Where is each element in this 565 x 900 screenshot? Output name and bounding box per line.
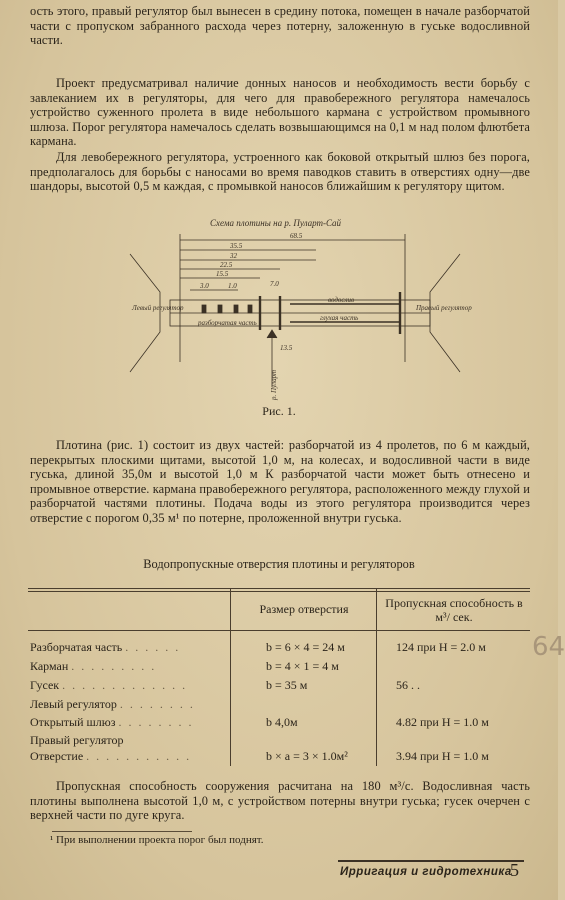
row-size: b 4,0м bbox=[266, 715, 298, 729]
label-right-regulator: Правый регулятор bbox=[416, 304, 472, 312]
paragraph-5-text: Пропускная способность сооружения расчитана на 180 м³/с. Водосливная часть плотины выполнена высотой 1,0 м, с устройством потерны внутри гуська; гусек очерчен с верхней части по дуге круга. bbox=[30, 779, 530, 823]
paragraph-2-text: Проект предусматривал наличие донных наносов и необходимость вести борьбу с завлеканием их в регуляторы, для чего для правобережного регулятора намечалось устройство суженного пролета в виде небольшого кармана с устройством промывного шлюза. Порог регулятора намечалось сделать возвышающимся на 0,1 м над полом флютбета кармана. bbox=[30, 76, 530, 149]
running-footer: Ирригация и гидротехника bbox=[340, 866, 512, 878]
row-name: Гусек . . . . . . . . . . . . . bbox=[30, 678, 188, 692]
paragraph-3-text: Для левобережного регулятора, устроенного как боковой открытый шлюз без порога, предполагалось для борьбы с наносами во время паводков ставить в отверстиях одну—две шандоры, высотой 0,5 м каждая, с промывкой наносов ближайшим к регулятору щитом. bbox=[30, 150, 530, 194]
header-capacity: Пропускная способность в м³/ сек. bbox=[385, 596, 523, 624]
table-row bbox=[28, 678, 530, 696]
table-header-rule bbox=[28, 630, 530, 631]
footnote: ¹ При выполнении проекта порог был поднят. bbox=[50, 834, 264, 846]
label-left-regulator: Левый регулятор bbox=[132, 304, 184, 312]
row-name: Левый регулятор . . . . . . . . bbox=[30, 697, 195, 711]
row-name: Правый регулятор bbox=[30, 733, 124, 747]
table-row bbox=[28, 640, 530, 658]
dim-7: 1.0 bbox=[228, 282, 237, 290]
row-name: Разборчатая часть . . . . . . bbox=[30, 640, 181, 654]
paragraph-4 bbox=[30, 438, 530, 526]
openings-table bbox=[28, 588, 530, 768]
table-row bbox=[28, 749, 530, 767]
row-capacity: 3.94 при H = 1.0 м bbox=[396, 749, 489, 763]
figure-caption: Рис. 1. bbox=[262, 404, 296, 418]
footer-rule bbox=[338, 860, 524, 862]
paragraph-2 bbox=[30, 76, 530, 149]
row-size: b × a = 3 × 1.0м² bbox=[266, 749, 348, 763]
table-top-rule-2 bbox=[28, 591, 530, 592]
header-size: Размер отверстия bbox=[259, 602, 349, 616]
label-razb-part: разборчатая часть bbox=[198, 319, 257, 327]
table-row bbox=[28, 659, 530, 677]
paragraph-4-text: Плотина (рис. 1) состоит из двух частей: разборчатой из 4 пролетов, по 6 м каждый, перекрытых плоскими щитами, высотой 1,0 м, на колесах, и водосливной части в виде гуська, длиной 35,0м и высотой 1,0 м К разборчатой части может быть отнесено и промывное отверстие. кармана правобережного регулятора, расположенного между глухой и разборчатой частями плотины. Подача воды из этого регулятора производится через отверстие с порогом 0,35 м¹ по потерне, проложенной внутри гуська. bbox=[30, 438, 530, 525]
row-capacity: 4.82 при H = 1.0 м bbox=[396, 715, 489, 729]
row-name: Открытый шлюз . . . . . . . . bbox=[30, 715, 194, 729]
margin-pencil-mark: 64 bbox=[532, 632, 565, 662]
label-vodosliv: водослив bbox=[328, 296, 355, 304]
row-capacity: 124 при H = 2.0 м bbox=[396, 640, 486, 654]
dim-3: 22.5 bbox=[220, 261, 233, 269]
row-size: b = 4 × 1 = 4 м bbox=[266, 659, 339, 673]
figure-title: Схема плотины на р. Пуларт-Сай bbox=[210, 218, 342, 228]
label-gluh-part: глухая часть bbox=[320, 314, 359, 322]
label-river: р. Пуларт bbox=[270, 369, 278, 400]
dim-2: 32 bbox=[230, 252, 237, 260]
table-title: Водопропускные отверстия плотины и регуляторов bbox=[143, 557, 415, 571]
table-top-rule bbox=[28, 588, 530, 589]
paragraph-1: ость этого, правый регулятор был вынесен в средину потока, помещен в начале разборчатой части с пропуском забранного расхода через потерну, заложенную в гуське водосливной части. bbox=[30, 4, 530, 48]
table-row bbox=[28, 697, 530, 715]
dim-6: 3.0 bbox=[200, 282, 209, 290]
dim-5: 7.0 bbox=[270, 280, 279, 288]
footnote-rule bbox=[52, 831, 192, 832]
dim-1: 35.5 bbox=[230, 242, 243, 250]
dam-scheme-figure bbox=[130, 212, 472, 402]
row-name: Отверстие . . . . . . . . . . . bbox=[30, 749, 192, 763]
row-name: Карман . . . . . . . . . bbox=[30, 659, 157, 673]
table-row bbox=[28, 715, 530, 733]
dim-8: 13.5 bbox=[280, 344, 293, 352]
row-size: b = 6 × 4 = 24 м bbox=[266, 640, 345, 654]
page-number: 5 bbox=[510, 860, 519, 880]
row-size: b = 35 м bbox=[266, 678, 308, 692]
row-capacity: 56 . . bbox=[396, 678, 420, 692]
paragraph-5 bbox=[30, 779, 530, 823]
dim-total: 68.5 bbox=[290, 232, 303, 240]
dim-4: 15.5 bbox=[216, 270, 229, 278]
paragraph-3 bbox=[30, 150, 530, 194]
